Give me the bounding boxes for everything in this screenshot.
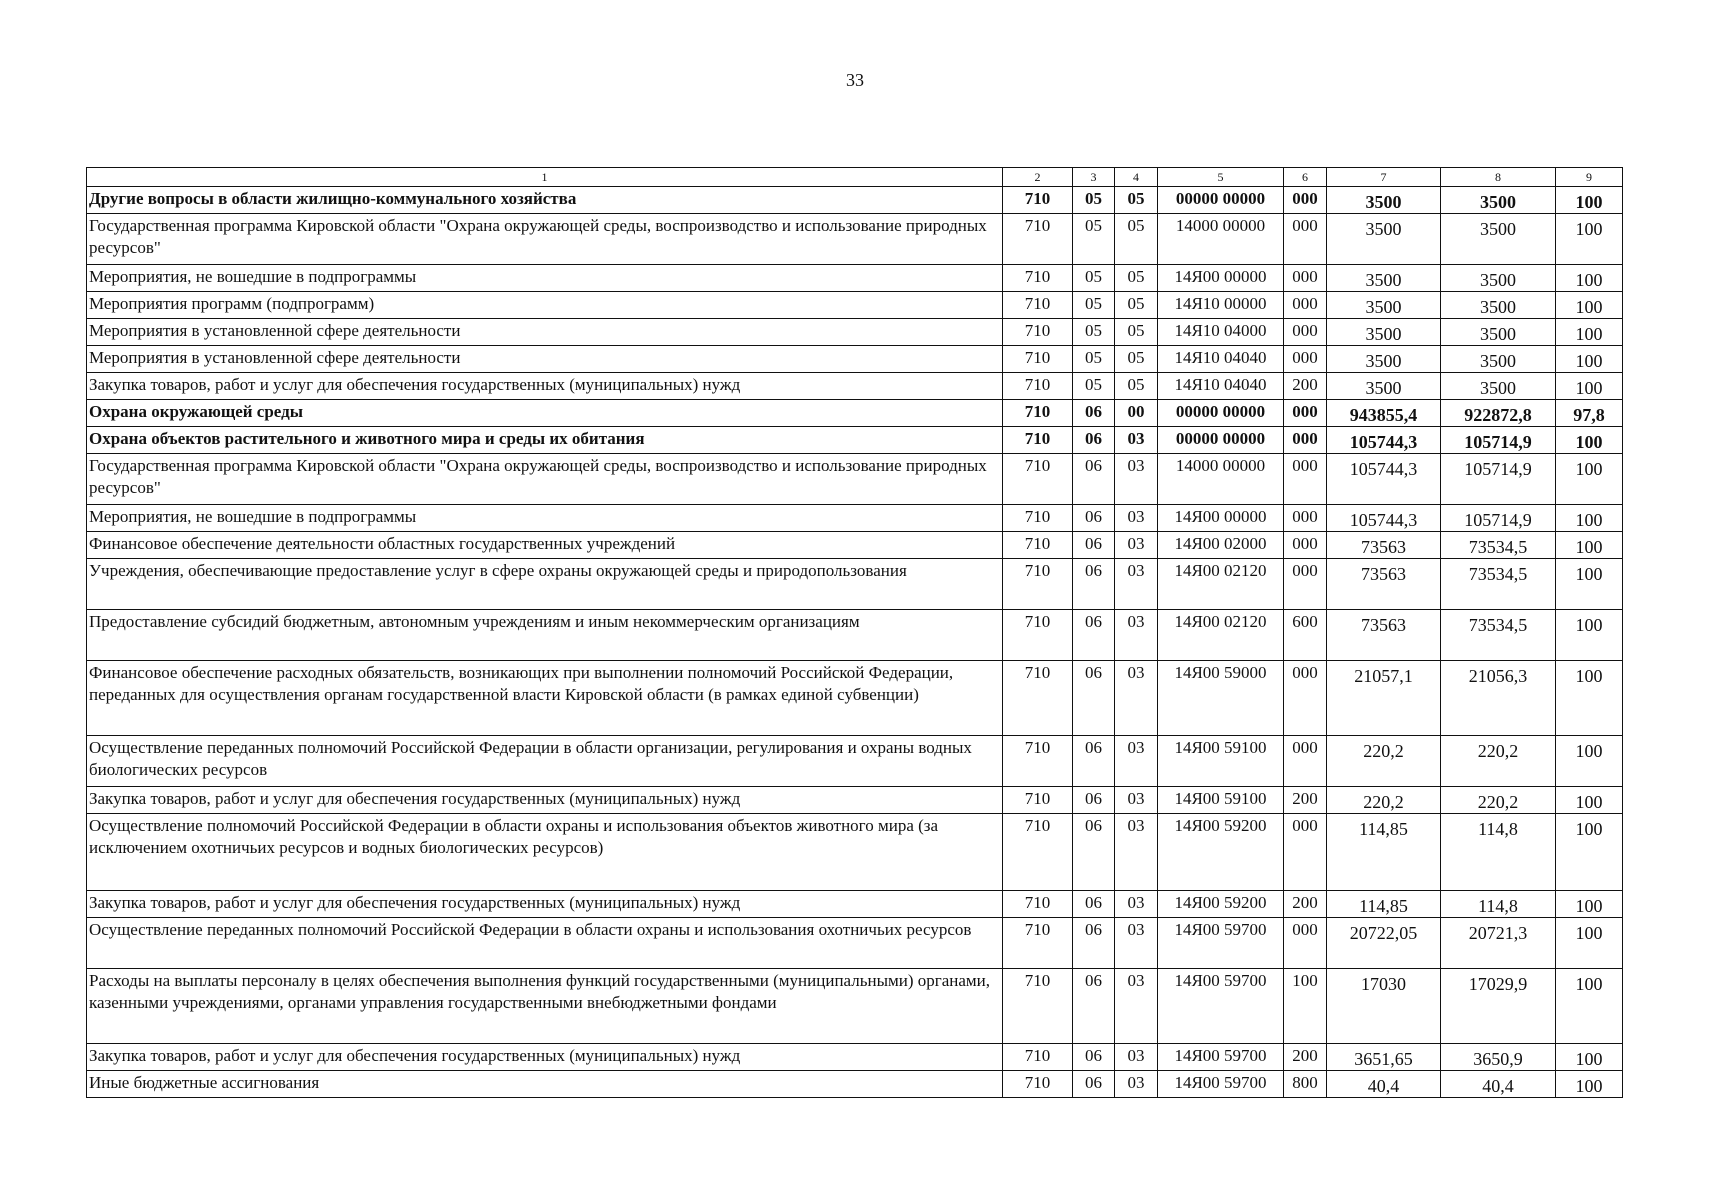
cell-subsection: 03 <box>1115 891 1158 918</box>
table-row <box>87 319 1623 346</box>
cell-expense-type: 000 <box>1284 187 1327 214</box>
cell-planned: 20722,05 <box>1327 918 1441 969</box>
cell-expense-type: 200 <box>1284 891 1327 918</box>
cell-subsection: 03 <box>1115 787 1158 814</box>
cell-expense-type: 000 <box>1284 319 1327 346</box>
cell-target-article: 14Я00 02000 <box>1158 532 1284 559</box>
cell-department: 710 <box>1003 661 1073 736</box>
cell-target-article: 14Я00 59000 <box>1158 661 1284 736</box>
table-row <box>87 661 1623 736</box>
cell-subsection: 03 <box>1115 661 1158 736</box>
cell-expense-type: 000 <box>1284 661 1327 736</box>
cell-expense-type: 000 <box>1284 292 1327 319</box>
cell-subsection: 05 <box>1115 187 1158 214</box>
cell-target-article: 14Я00 59100 <box>1158 736 1284 787</box>
table-row <box>87 532 1623 559</box>
cell-planned: 21057,1 <box>1327 661 1441 736</box>
cell-percent: 100 <box>1556 427 1623 454</box>
cell-planned: 73563 <box>1327 532 1441 559</box>
cell-department: 710 <box>1003 736 1073 787</box>
cell-executed: 40,4 <box>1441 1071 1556 1098</box>
header-cell: 4 <box>1115 168 1158 187</box>
cell-target-article: 00000 00000 <box>1158 427 1284 454</box>
header-cell: 5 <box>1158 168 1284 187</box>
cell-executed: 17029,9 <box>1441 969 1556 1044</box>
cell-subsection: 03 <box>1115 532 1158 559</box>
cell-expense-type: 000 <box>1284 505 1327 532</box>
cell-target-article: 14000 00000 <box>1158 454 1284 505</box>
cell-subsection: 05 <box>1115 319 1158 346</box>
cell-planned: 3500 <box>1327 319 1441 346</box>
table-row <box>87 427 1623 454</box>
cell-expense-type: 000 <box>1284 214 1327 265</box>
cell-department: 710 <box>1003 1044 1073 1071</box>
cell-subsection: 05 <box>1115 214 1158 265</box>
cell-department: 710 <box>1003 532 1073 559</box>
cell-target-article: 00000 00000 <box>1158 187 1284 214</box>
row-name: Закупка товаров, работ и услуг для обеспечения государственных (муниципальных) нужд <box>87 891 1003 918</box>
cell-percent: 100 <box>1556 814 1623 891</box>
cell-target-article: 14Я00 59100 <box>1158 787 1284 814</box>
cell-section: 06 <box>1073 918 1115 969</box>
cell-percent: 100 <box>1556 918 1623 969</box>
row-name: Охрана объектов растительного и животного мира и среды их обитания <box>87 427 1003 454</box>
cell-department: 710 <box>1003 610 1073 661</box>
cell-subsection: 03 <box>1115 559 1158 610</box>
row-name: Мероприятия в установленной сфере деятельности <box>87 319 1003 346</box>
table-row <box>87 891 1623 918</box>
cell-department: 710 <box>1003 214 1073 265</box>
cell-executed: 21056,3 <box>1441 661 1556 736</box>
table-row <box>87 265 1623 292</box>
cell-percent: 100 <box>1556 373 1623 400</box>
cell-subsection: 05 <box>1115 373 1158 400</box>
cell-target-article: 14Я00 00000 <box>1158 505 1284 532</box>
cell-target-article: 14Я00 02120 <box>1158 559 1284 610</box>
cell-expense-type: 000 <box>1284 427 1327 454</box>
cell-department: 710 <box>1003 454 1073 505</box>
cell-expense-type: 200 <box>1284 373 1327 400</box>
cell-percent: 100 <box>1556 559 1623 610</box>
table-row <box>87 373 1623 400</box>
cell-expense-type: 000 <box>1284 559 1327 610</box>
table-row <box>87 505 1623 532</box>
cell-section: 06 <box>1073 532 1115 559</box>
row-name: Расходы на выплаты персоналу в целях обеспечения выполнения функций государственными (муниципальными) органами, казенными учреждениями, органами управления государственными внебюджетными фондами <box>87 969 1003 1044</box>
cell-executed: 73534,5 <box>1441 532 1556 559</box>
cell-department: 710 <box>1003 787 1073 814</box>
cell-section: 05 <box>1073 346 1115 373</box>
cell-department: 710 <box>1003 918 1073 969</box>
cell-executed: 73534,5 <box>1441 610 1556 661</box>
cell-executed: 922872,8 <box>1441 400 1556 427</box>
cell-percent: 100 <box>1556 319 1623 346</box>
header-cell: 8 <box>1441 168 1556 187</box>
table-row <box>87 1044 1623 1071</box>
cell-target-article: 14Я00 59700 <box>1158 1044 1284 1071</box>
cell-department: 710 <box>1003 265 1073 292</box>
cell-section: 06 <box>1073 454 1115 505</box>
cell-expense-type: 000 <box>1284 532 1327 559</box>
cell-section: 05 <box>1073 292 1115 319</box>
cell-planned: 3500 <box>1327 265 1441 292</box>
cell-executed: 3500 <box>1441 319 1556 346</box>
cell-section: 06 <box>1073 969 1115 1044</box>
cell-section: 05 <box>1073 319 1115 346</box>
cell-expense-type: 000 <box>1284 814 1327 891</box>
table-row <box>87 787 1623 814</box>
row-name: Мероприятия программ (подпрограмм) <box>87 292 1003 319</box>
cell-percent: 97,8 <box>1556 400 1623 427</box>
header-cell: 7 <box>1327 168 1441 187</box>
table-row <box>87 214 1623 265</box>
cell-percent: 100 <box>1556 265 1623 292</box>
cell-department: 710 <box>1003 1071 1073 1098</box>
row-name: Финансовое обеспечение деятельности областных государственных учреждений <box>87 532 1003 559</box>
cell-department: 710 <box>1003 187 1073 214</box>
cell-planned: 17030 <box>1327 969 1441 1044</box>
row-name: Государственная программа Кировской области "Охрана окружающей среды, воспроизводство и использование природных ресурсов" <box>87 214 1003 265</box>
cell-percent: 100 <box>1556 736 1623 787</box>
cell-percent: 100 <box>1556 454 1623 505</box>
table-row <box>87 1071 1623 1098</box>
cell-target-article: 14Я10 04040 <box>1158 373 1284 400</box>
row-name: Осуществление переданных полномочий Российской Федерации в области охраны и использования охотничьих ресурсов <box>87 918 1003 969</box>
cell-percent: 100 <box>1556 661 1623 736</box>
cell-section: 05 <box>1073 265 1115 292</box>
table-row <box>87 454 1623 505</box>
cell-expense-type: 800 <box>1284 1071 1327 1098</box>
cell-planned: 40,4 <box>1327 1071 1441 1098</box>
cell-executed: 3500 <box>1441 214 1556 265</box>
row-name: Закупка товаров, работ и услуг для обеспечения государственных (муниципальных) нужд <box>87 373 1003 400</box>
cell-subsection: 03 <box>1115 969 1158 1044</box>
cell-percent: 100 <box>1556 1044 1623 1071</box>
cell-subsection: 05 <box>1115 346 1158 373</box>
row-name: Закупка товаров, работ и услуг для обеспечения государственных (муниципальных) нужд <box>87 1044 1003 1071</box>
cell-executed: 3500 <box>1441 346 1556 373</box>
row-name: Мероприятия, не вошедшие в подпрограммы <box>87 265 1003 292</box>
cell-section: 06 <box>1073 1071 1115 1098</box>
table-row <box>87 346 1623 373</box>
cell-planned: 3500 <box>1327 214 1441 265</box>
cell-department: 710 <box>1003 346 1073 373</box>
cell-executed: 3500 <box>1441 373 1556 400</box>
cell-subsection: 05 <box>1115 292 1158 319</box>
cell-expense-type: 000 <box>1284 346 1327 373</box>
cell-executed: 20721,3 <box>1441 918 1556 969</box>
header-row <box>87 168 1623 187</box>
cell-section: 06 <box>1073 787 1115 814</box>
cell-department: 710 <box>1003 400 1073 427</box>
cell-target-article: 14Я00 59700 <box>1158 969 1284 1044</box>
table-row <box>87 736 1623 787</box>
cell-subsection: 03 <box>1115 454 1158 505</box>
cell-executed: 114,8 <box>1441 891 1556 918</box>
cell-department: 710 <box>1003 814 1073 891</box>
cell-subsection: 03 <box>1115 918 1158 969</box>
cell-executed: 114,8 <box>1441 814 1556 891</box>
cell-executed: 105714,9 <box>1441 505 1556 532</box>
header-cell: 1 <box>87 168 1003 187</box>
cell-planned: 114,85 <box>1327 814 1441 891</box>
cell-subsection: 03 <box>1115 427 1158 454</box>
cell-executed: 3650,9 <box>1441 1044 1556 1071</box>
cell-subsection: 03 <box>1115 505 1158 532</box>
cell-section: 06 <box>1073 1044 1115 1071</box>
cell-section: 06 <box>1073 736 1115 787</box>
cell-subsection: 03 <box>1115 736 1158 787</box>
cell-expense-type: 000 <box>1284 454 1327 505</box>
row-name: Государственная программа Кировской области "Охрана окружающей среды, воспроизводство и использование природных ресурсов" <box>87 454 1003 505</box>
cell-executed: 105714,9 <box>1441 427 1556 454</box>
cell-target-article: 14Я10 00000 <box>1158 292 1284 319</box>
cell-department: 710 <box>1003 373 1073 400</box>
cell-section: 06 <box>1073 661 1115 736</box>
cell-planned: 73563 <box>1327 559 1441 610</box>
row-name: Мероприятия, не вошедшие в подпрограммы <box>87 505 1003 532</box>
row-name: Другие вопросы в области жилищно-коммунального хозяйства <box>87 187 1003 214</box>
table-row <box>87 918 1623 969</box>
cell-planned: 105744,3 <box>1327 427 1441 454</box>
cell-section: 06 <box>1073 814 1115 891</box>
cell-target-article: 14Я00 02120 <box>1158 610 1284 661</box>
cell-planned: 105744,3 <box>1327 454 1441 505</box>
row-name: Охрана окружающей среды <box>87 400 1003 427</box>
cell-target-article: 14Я00 59200 <box>1158 814 1284 891</box>
cell-expense-type: 000 <box>1284 265 1327 292</box>
table-row <box>87 187 1623 214</box>
cell-planned: 3500 <box>1327 187 1441 214</box>
cell-department: 710 <box>1003 292 1073 319</box>
cell-expense-type: 000 <box>1284 400 1327 427</box>
cell-planned: 3500 <box>1327 373 1441 400</box>
header-cell: 6 <box>1284 168 1327 187</box>
row-name: Финансовое обеспечение расходных обязательств, возникающих при выполнении полномочий Российской Федерации, переданных для осуществления органам государственной власти Кировской области (в рамках единой субвенции) <box>87 661 1003 736</box>
cell-percent: 100 <box>1556 214 1623 265</box>
header-cell: 9 <box>1556 168 1623 187</box>
cell-executed: 3500 <box>1441 187 1556 214</box>
cell-section: 05 <box>1073 373 1115 400</box>
cell-planned: 220,2 <box>1327 736 1441 787</box>
cell-percent: 100 <box>1556 891 1623 918</box>
cell-subsection: 03 <box>1115 1071 1158 1098</box>
budget-table <box>86 167 1623 1098</box>
cell-percent: 100 <box>1556 610 1623 661</box>
table-row <box>87 400 1623 427</box>
cell-percent: 100 <box>1556 292 1623 319</box>
cell-section: 06 <box>1073 505 1115 532</box>
cell-percent: 100 <box>1556 187 1623 214</box>
cell-expense-type: 600 <box>1284 610 1327 661</box>
cell-expense-type: 000 <box>1284 918 1327 969</box>
cell-executed: 220,2 <box>1441 736 1556 787</box>
cell-department: 710 <box>1003 559 1073 610</box>
table-row <box>87 814 1623 891</box>
cell-department: 710 <box>1003 505 1073 532</box>
cell-planned: 114,85 <box>1327 891 1441 918</box>
table-row <box>87 610 1623 661</box>
table-row <box>87 292 1623 319</box>
cell-percent: 100 <box>1556 346 1623 373</box>
row-name: Осуществление переданных полномочий Российской Федерации в области организации, регулирования и охраны водных биологических ресурсов <box>87 736 1003 787</box>
cell-planned: 73563 <box>1327 610 1441 661</box>
row-name: Мероприятия в установленной сфере деятельности <box>87 346 1003 373</box>
cell-subsection: 00 <box>1115 400 1158 427</box>
cell-planned: 3651,65 <box>1327 1044 1441 1071</box>
cell-planned: 943855,4 <box>1327 400 1441 427</box>
cell-section: 05 <box>1073 187 1115 214</box>
cell-target-article: 14Я00 00000 <box>1158 265 1284 292</box>
cell-executed: 73534,5 <box>1441 559 1556 610</box>
header-cell: 3 <box>1073 168 1115 187</box>
row-name: Осуществление полномочий Российской Федерации в области охраны и использования объектов животного мира (за исключением охотничьих ресурсов и водных биологических ресурсов) <box>87 814 1003 891</box>
cell-section: 06 <box>1073 427 1115 454</box>
row-name: Предоставление субсидий бюджетным, автономным учреждениям и иным некоммерческим организациям <box>87 610 1003 661</box>
cell-target-article: 14Я10 04000 <box>1158 319 1284 346</box>
cell-planned: 105744,3 <box>1327 505 1441 532</box>
cell-department: 710 <box>1003 319 1073 346</box>
cell-executed: 3500 <box>1441 292 1556 319</box>
cell-subsection: 03 <box>1115 814 1158 891</box>
cell-expense-type: 000 <box>1284 736 1327 787</box>
cell-target-article: 14000 00000 <box>1158 214 1284 265</box>
cell-percent: 100 <box>1556 532 1623 559</box>
cell-section: 06 <box>1073 610 1115 661</box>
cell-percent: 100 <box>1556 969 1623 1044</box>
cell-percent: 100 <box>1556 1071 1623 1098</box>
cell-expense-type: 200 <box>1284 787 1327 814</box>
cell-expense-type: 100 <box>1284 969 1327 1044</box>
cell-subsection: 03 <box>1115 610 1158 661</box>
cell-section: 06 <box>1073 559 1115 610</box>
cell-expense-type: 200 <box>1284 1044 1327 1071</box>
table-row <box>87 969 1623 1044</box>
cell-target-article: 00000 00000 <box>1158 400 1284 427</box>
cell-target-article: 14Я00 59200 <box>1158 891 1284 918</box>
cell-executed: 105714,9 <box>1441 454 1556 505</box>
cell-subsection: 03 <box>1115 1044 1158 1071</box>
page-number: 33 <box>846 70 864 90</box>
cell-department: 710 <box>1003 969 1073 1044</box>
cell-target-article: 14Я00 59700 <box>1158 918 1284 969</box>
cell-percent: 100 <box>1556 505 1623 532</box>
cell-section: 06 <box>1073 400 1115 427</box>
cell-subsection: 05 <box>1115 265 1158 292</box>
cell-executed: 3500 <box>1441 265 1556 292</box>
cell-department: 710 <box>1003 891 1073 918</box>
cell-planned: 220,2 <box>1327 787 1441 814</box>
cell-target-article: 14Я00 59700 <box>1158 1071 1284 1098</box>
cell-section: 05 <box>1073 214 1115 265</box>
row-name: Закупка товаров, работ и услуг для обеспечения государственных (муниципальных) нужд <box>87 787 1003 814</box>
header-cell: 2 <box>1003 168 1073 187</box>
cell-percent: 100 <box>1556 787 1623 814</box>
row-name: Учреждения, обеспечивающие предоставление услуг в сфере охраны окружающей среды и природопользования <box>87 559 1003 610</box>
cell-planned: 3500 <box>1327 292 1441 319</box>
cell-target-article: 14Я10 04040 <box>1158 346 1284 373</box>
cell-section: 06 <box>1073 891 1115 918</box>
row-name: Иные бюджетные ассигнования <box>87 1071 1003 1098</box>
table-row <box>87 559 1623 610</box>
cell-executed: 220,2 <box>1441 787 1556 814</box>
cell-planned: 3500 <box>1327 346 1441 373</box>
cell-department: 710 <box>1003 427 1073 454</box>
